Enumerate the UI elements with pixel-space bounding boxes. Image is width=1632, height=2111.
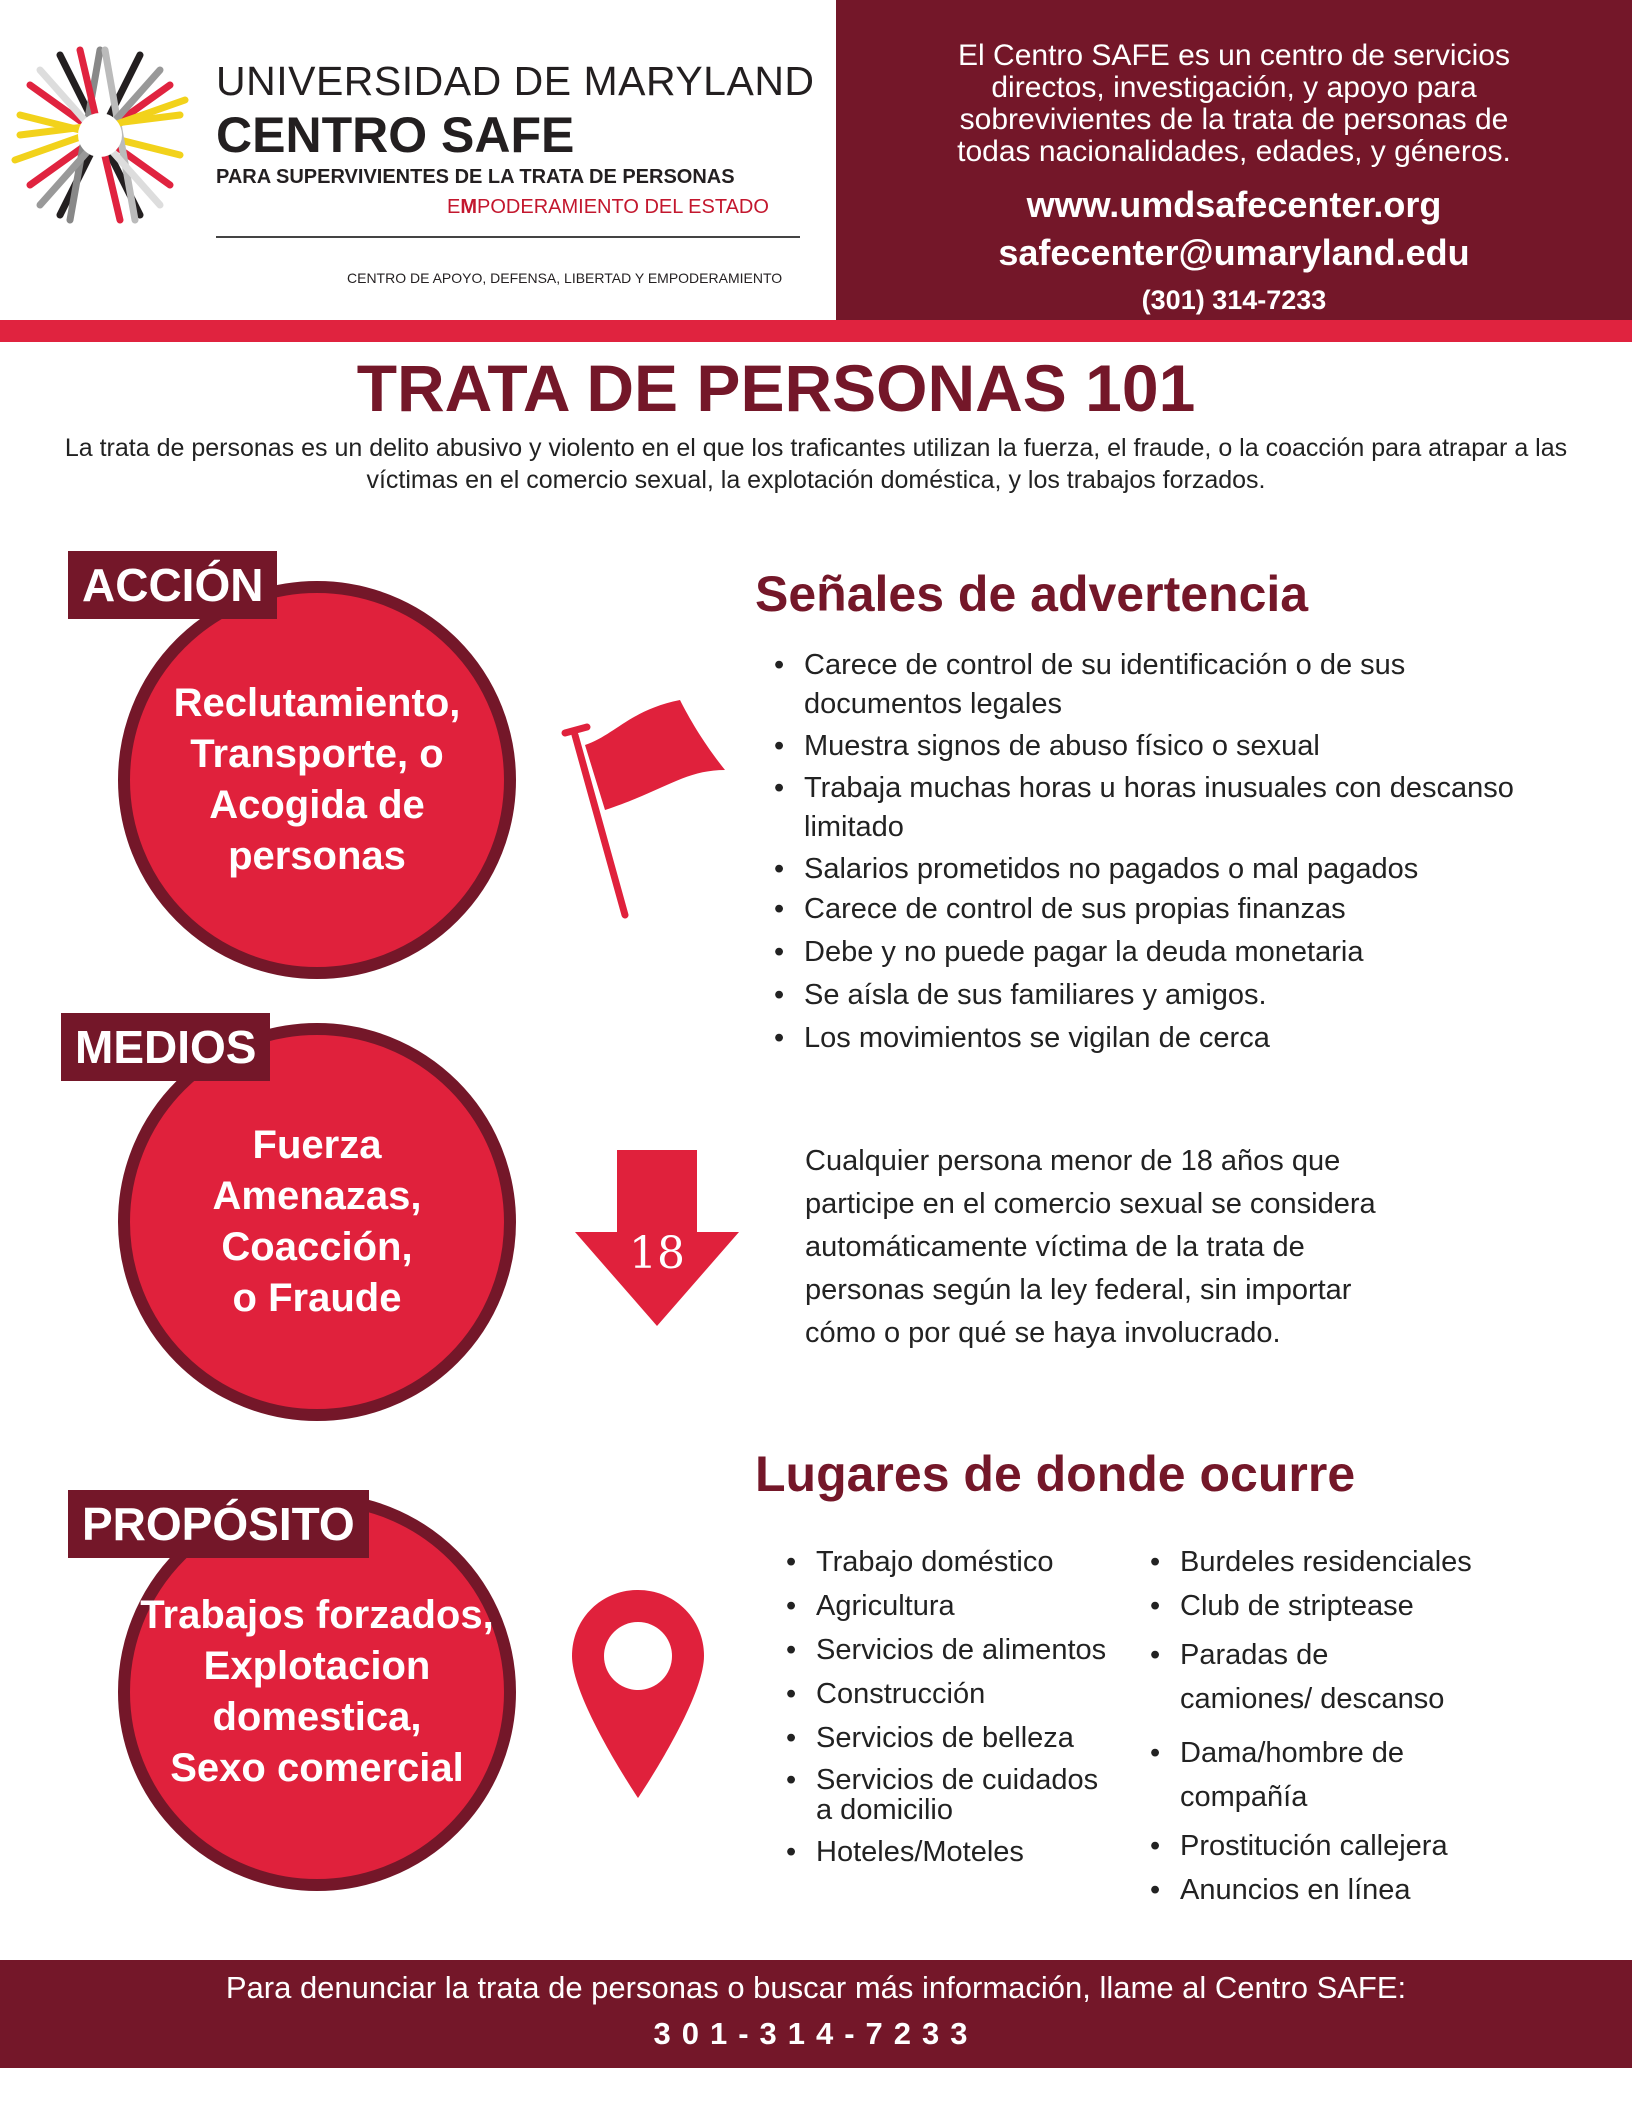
list-item: • Hoteles/Moteles bbox=[786, 1835, 1166, 1869]
list-item: • Agricultura bbox=[786, 1589, 1166, 1623]
list-item: • Servicios de cuidados a domicilio bbox=[786, 1765, 1166, 1825]
center-tagline: CENTRO DE APOYO, DEFENSA, LIBERTAD Y EMPODERAMIENTO bbox=[347, 270, 783, 286]
places-list-right bbox=[1150, 1545, 1570, 1917]
age-number: 18 bbox=[629, 1228, 685, 1279]
list-item: • Carece de control de sus propias finanzas bbox=[774, 890, 1584, 929]
header-divider bbox=[216, 236, 800, 238]
list-item: • Paradas de camiones/ descanso bbox=[1150, 1633, 1570, 1721]
medios-text: Fuerza Amenazas, Coacción, o Fraude bbox=[212, 1123, 422, 1320]
accion-text: Reclutamiento, Transporte, o Acogida de personas bbox=[173, 681, 461, 878]
list-item: • Muestra signos de abuso físico o sexual bbox=[774, 727, 1584, 766]
list-item: • Trabaja muchas horas u horas inusuales con descanso limitado bbox=[774, 769, 1584, 847]
center-name: CENTRO SAFE bbox=[216, 107, 575, 163]
minor-note: Cualquier persona menor de 18 años que participe en el comercio sexual se considera automáticamente víctima de la trata de personas según la ley federal, sin importar cómo o por qué se haya involucrado. bbox=[805, 1145, 1376, 1349]
list-item: • Servicios de alimentos bbox=[786, 1633, 1166, 1667]
places-list-left bbox=[786, 1545, 1166, 1879]
university-name: UNIVERSIDAD DE MARYLAND bbox=[216, 58, 815, 104]
accion-circle bbox=[118, 581, 516, 979]
list-item: • Burdeles residenciales bbox=[1150, 1545, 1570, 1579]
list-item: • Salarios prometidos no pagados o mal pagados bbox=[774, 850, 1584, 889]
warning-signs-list bbox=[774, 646, 1584, 1058]
safe-logo-icon bbox=[10, 45, 190, 225]
intro-text: La trata de personas es un delito abusivo y violento en el que los traficantes utilizan la fuerza, el fraude, o la coacción para atrapar a las víctimas en el comercio sexual, la explotación doméstica, y los trabajos forzados. bbox=[64, 434, 1568, 494]
proposito-tag: PROPÓSITO bbox=[68, 1490, 369, 1558]
page-title: TRATA DE PERSONAS 101 bbox=[356, 351, 1196, 425]
list-item: • Construcción bbox=[786, 1677, 1166, 1711]
places-heading: Lugares de donde ocurre bbox=[755, 1446, 1356, 1502]
list-item: • Dama/hombre de compañía bbox=[1150, 1731, 1570, 1819]
empowerment-line: EMPODERAMIENTO DEL ESTADO bbox=[447, 196, 769, 218]
center-subtitle: PARA SUPERVIVIENTES DE LA TRATA DE PERSONAS bbox=[216, 166, 735, 188]
list-item: • Prostitución callejera bbox=[1150, 1829, 1570, 1863]
center-description: El Centro SAFE es un centro de servicios directos, investigación, y apoyo para sobrevivientes de la trata de personas de todas nacionalidades, edades, y géneros. bbox=[957, 39, 1511, 168]
header-phone[interactable]: (301) 314-7233 bbox=[1141, 285, 1327, 315]
header-red-bar bbox=[0, 320, 1632, 342]
list-item: • Se aísla de sus familiares y amigos. bbox=[774, 976, 1584, 1015]
list-item: • Trabajo doméstico bbox=[786, 1545, 1166, 1579]
accion-tag: ACCIÓN bbox=[68, 551, 277, 619]
email-link[interactable]: safecenter@umaryland.edu bbox=[998, 232, 1470, 273]
medios-circle bbox=[118, 1023, 516, 1421]
list-item: • Club de striptease bbox=[1150, 1589, 1570, 1623]
proposito-text: Trabajos forzados, Explotacion domestica, Sexo comercial bbox=[140, 1593, 494, 1790]
footer-bar bbox=[0, 1960, 1632, 2068]
header-info-box bbox=[836, 0, 1632, 320]
list-item: • Los movimientos se vigilan de cerca bbox=[774, 1019, 1584, 1058]
list-item: • Anuncios en línea bbox=[1150, 1873, 1570, 1907]
list-item: • Debe y no puede pagar la deuda monetaria bbox=[774, 933, 1584, 972]
list-item: • Carece de control de su identificación o de sus documentos legales bbox=[774, 646, 1584, 724]
medios-tag: MEDIOS bbox=[61, 1013, 270, 1081]
footer-message: Para denunciar la trata de personas o buscar más información, llame al Centro SAFE: bbox=[225, 1970, 1407, 2005]
red-flag-icon bbox=[555, 690, 725, 920]
footer-phone[interactable]: 301-314-7233 bbox=[653, 2016, 979, 2051]
website-link[interactable]: www.umdsafecenter.org bbox=[1026, 184, 1442, 225]
list-item: • Servicios de belleza bbox=[786, 1721, 1166, 1755]
location-pin-icon bbox=[572, 1590, 704, 1798]
warning-signs-heading: Señales de advertencia bbox=[755, 566, 1309, 622]
